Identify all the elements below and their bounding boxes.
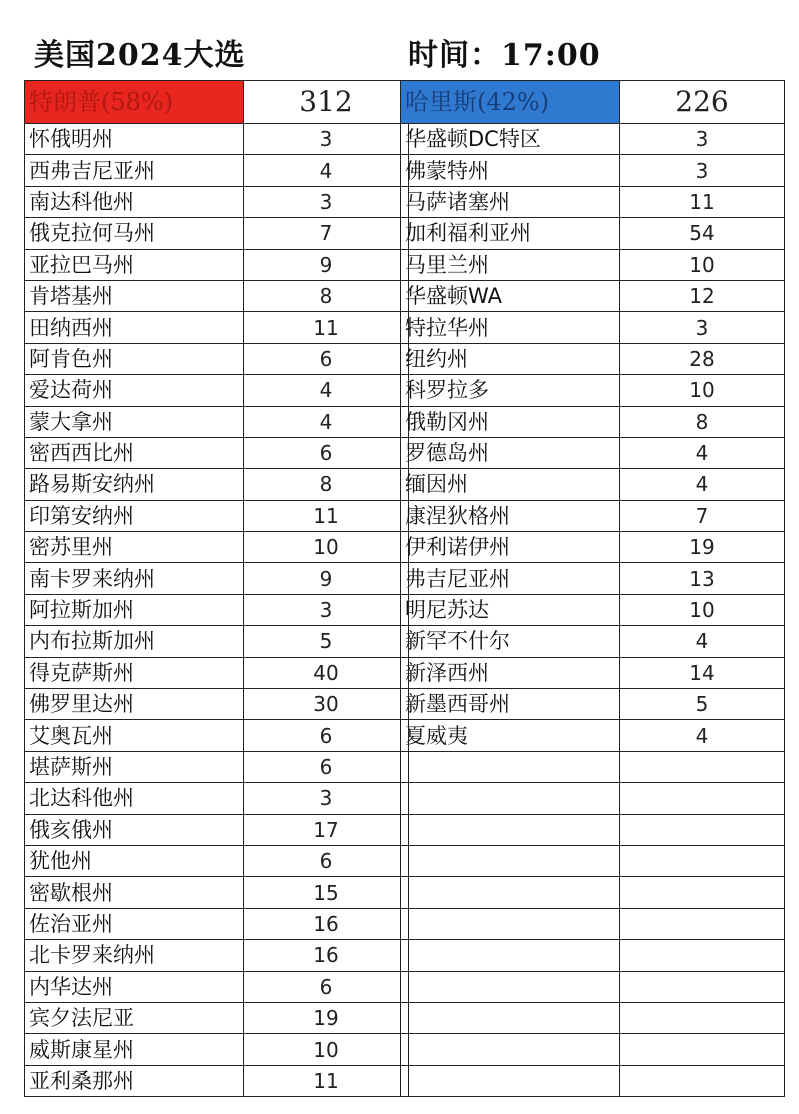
electoral-votes: 13 [620, 563, 785, 594]
table-row [25, 626, 409, 657]
table-row [401, 1034, 785, 1065]
state-name: 亚利桑那州 [25, 1065, 244, 1096]
state-name: 内华达州 [25, 971, 244, 1002]
table-row [25, 940, 409, 971]
state-name: 爱达荷州 [25, 375, 244, 406]
state-name: 科罗拉多 [401, 375, 620, 406]
electoral-votes: 4 [620, 437, 785, 468]
table-row [401, 908, 785, 939]
trump-label: 特朗普(58%) [25, 81, 244, 124]
state-name: 北卡罗来纳州 [25, 940, 244, 971]
table-row [25, 751, 409, 782]
electoral-votes: 10 [244, 532, 409, 563]
electoral-votes: 15 [244, 877, 409, 908]
harris-total: 226 [620, 81, 785, 124]
electoral-votes: 10 [244, 1034, 409, 1065]
table-row [401, 751, 785, 782]
table-row [401, 375, 785, 406]
state-name: 北达科他州 [25, 783, 244, 814]
electoral-votes: 3 [244, 124, 409, 155]
electoral-votes: 10 [620, 249, 785, 280]
electoral-votes: 11 [244, 500, 409, 531]
table-row [401, 249, 785, 280]
table-row [25, 186, 409, 217]
table-row [401, 720, 785, 751]
electoral-votes: 16 [244, 940, 409, 971]
state-name: 佛蒙特州 [401, 155, 620, 186]
state-name: 怀俄明州 [25, 124, 244, 155]
state-name: 华盛顿DC特区 [401, 124, 620, 155]
state-name [401, 908, 620, 939]
table-row [25, 406, 409, 437]
table-row [25, 312, 409, 343]
electoral-votes: 3 [244, 594, 409, 625]
electoral-votes: 3 [620, 155, 785, 186]
harris-header-row [401, 81, 785, 124]
state-name: 犹他州 [25, 845, 244, 876]
state-name: 南达科他州 [25, 186, 244, 217]
state-name: 阿拉斯加州 [25, 594, 244, 625]
table-row [401, 437, 785, 468]
table-row [25, 437, 409, 468]
electoral-votes: 6 [244, 845, 409, 876]
electoral-votes: 8 [620, 406, 785, 437]
table-row [25, 469, 409, 500]
table-row [401, 845, 785, 876]
table-row [25, 563, 409, 594]
electoral-votes: 10 [620, 375, 785, 406]
table-row [401, 186, 785, 217]
table-row [401, 689, 785, 720]
harris-label: 哈里斯(42%) [401, 81, 620, 124]
state-name: 罗德岛州 [401, 437, 620, 468]
state-name: 康涅狄格州 [401, 500, 620, 531]
state-name: 南卡罗来纳州 [25, 563, 244, 594]
state-name [401, 1034, 620, 1065]
table-row [25, 124, 409, 155]
state-name: 艾奥瓦州 [25, 720, 244, 751]
state-name: 加利福利亚州 [401, 218, 620, 249]
state-name: 密歇根州 [25, 877, 244, 908]
electoral-votes: 5 [620, 689, 785, 720]
electoral-votes: 3 [620, 312, 785, 343]
state-name: 俄克拉何马州 [25, 218, 244, 249]
table-row [25, 280, 409, 311]
state-name: 俄勒冈州 [401, 406, 620, 437]
table-row [25, 1065, 409, 1096]
table-row [25, 249, 409, 280]
electoral-votes: 4 [244, 155, 409, 186]
table-row [401, 877, 785, 908]
trump-header-row [25, 81, 409, 124]
state-name: 夏威夷 [401, 720, 620, 751]
electoral-votes: 3 [244, 186, 409, 217]
electoral-votes: 40 [244, 657, 409, 688]
table-row [401, 469, 785, 500]
table-row [401, 814, 785, 845]
electoral-votes [620, 845, 785, 876]
table-row [25, 720, 409, 751]
electoral-votes: 28 [620, 343, 785, 374]
table-row [401, 940, 785, 971]
state-name [401, 814, 620, 845]
table-row [25, 1002, 409, 1033]
state-name [401, 845, 620, 876]
state-name: 宾夕法尼亚 [25, 1002, 244, 1033]
electoral-votes: 6 [244, 437, 409, 468]
state-name: 阿肯色州 [25, 343, 244, 374]
state-name: 纽约州 [401, 343, 620, 374]
electoral-votes: 8 [244, 280, 409, 311]
electoral-votes: 6 [244, 751, 409, 782]
state-name: 威斯康星州 [25, 1034, 244, 1065]
state-name [401, 971, 620, 1002]
state-name: 亚拉巴马州 [25, 249, 244, 280]
table-row [25, 532, 409, 563]
table-row [25, 375, 409, 406]
electoral-votes [620, 814, 785, 845]
state-name: 西弗吉尼亚州 [25, 155, 244, 186]
state-name: 缅因州 [401, 469, 620, 500]
table-row [25, 657, 409, 688]
state-name: 田纳西州 [25, 312, 244, 343]
state-name: 明尼苏达 [401, 594, 620, 625]
electoral-votes: 6 [244, 720, 409, 751]
state-name: 华盛顿WA [401, 280, 620, 311]
table-row [25, 908, 409, 939]
time-label: 时间：17:00 [408, 38, 601, 73]
table-row [401, 280, 785, 311]
electoral-votes: 10 [620, 594, 785, 625]
table-row [401, 155, 785, 186]
state-name: 弗吉尼亚州 [401, 563, 620, 594]
electoral-votes [620, 1034, 785, 1065]
table-row [401, 657, 785, 688]
electoral-votes: 4 [620, 469, 785, 500]
table-row [25, 500, 409, 531]
electoral-votes: 7 [244, 218, 409, 249]
electoral-votes [620, 940, 785, 971]
electoral-votes: 3 [244, 783, 409, 814]
electoral-votes: 6 [244, 971, 409, 1002]
state-name [401, 1065, 620, 1096]
table-row [25, 218, 409, 249]
state-name: 佐治亚州 [25, 908, 244, 939]
electoral-votes [620, 783, 785, 814]
electoral-votes: 7 [620, 500, 785, 531]
state-name [401, 940, 620, 971]
table-row [401, 406, 785, 437]
state-name: 密苏里州 [25, 532, 244, 563]
electoral-votes [620, 1002, 785, 1033]
table-row [25, 971, 409, 1002]
harris-table [400, 80, 785, 1097]
table-row [401, 594, 785, 625]
state-name: 马里兰州 [401, 249, 620, 280]
state-name: 蒙大拿州 [25, 406, 244, 437]
table-row [25, 155, 409, 186]
table-row [401, 626, 785, 657]
table-row [401, 563, 785, 594]
state-name: 伊利诺伊州 [401, 532, 620, 563]
table-row [401, 1002, 785, 1033]
table-row [25, 1034, 409, 1065]
table-row [25, 877, 409, 908]
electoral-votes: 4 [244, 375, 409, 406]
state-name: 印第安纳州 [25, 500, 244, 531]
electoral-votes [620, 751, 785, 782]
electoral-votes: 8 [244, 469, 409, 500]
table-row [25, 689, 409, 720]
table-row [25, 783, 409, 814]
electoral-votes [620, 877, 785, 908]
electoral-votes: 14 [620, 657, 785, 688]
state-name [401, 877, 620, 908]
electoral-votes: 9 [244, 249, 409, 280]
table-row [25, 343, 409, 374]
table-row [401, 218, 785, 249]
electoral-votes: 6 [244, 343, 409, 374]
state-name: 新墨西哥州 [401, 689, 620, 720]
electoral-votes: 17 [244, 814, 409, 845]
electoral-votes: 4 [620, 720, 785, 751]
electoral-votes [620, 971, 785, 1002]
table-row [401, 312, 785, 343]
state-name: 得克萨斯州 [25, 657, 244, 688]
table-row [401, 971, 785, 1002]
electoral-votes: 11 [244, 312, 409, 343]
electoral-votes [620, 1065, 785, 1096]
electoral-votes: 11 [244, 1065, 409, 1096]
state-name: 佛罗里达州 [25, 689, 244, 720]
state-name [401, 783, 620, 814]
table-row [401, 783, 785, 814]
state-name: 新罕不什尔 [401, 626, 620, 657]
state-name: 特拉华州 [401, 312, 620, 343]
table-row [401, 1065, 785, 1096]
table-row [401, 124, 785, 155]
electoral-votes: 3 [620, 124, 785, 155]
state-name: 路易斯安纳州 [25, 469, 244, 500]
electoral-votes: 19 [244, 1002, 409, 1033]
electoral-votes: 4 [244, 406, 409, 437]
state-name: 肯塔基州 [25, 280, 244, 311]
page-title: 美国2024大选 [34, 38, 246, 73]
state-name: 堪萨斯州 [25, 751, 244, 782]
trump-total: 312 [244, 81, 409, 124]
electoral-votes: 9 [244, 563, 409, 594]
electoral-votes [620, 908, 785, 939]
trump-table [24, 80, 409, 1097]
state-name: 新泽西州 [401, 657, 620, 688]
state-name [401, 1002, 620, 1033]
electoral-votes: 11 [620, 186, 785, 217]
electoral-votes: 19 [620, 532, 785, 563]
state-name [401, 751, 620, 782]
state-name: 内布拉斯加州 [25, 626, 244, 657]
electoral-votes: 16 [244, 908, 409, 939]
state-name: 俄亥俄州 [25, 814, 244, 845]
state-name: 密西西比州 [25, 437, 244, 468]
electoral-votes: 4 [620, 626, 785, 657]
table-row [25, 814, 409, 845]
table-row [25, 594, 409, 625]
table-row [401, 500, 785, 531]
electoral-votes: 12 [620, 280, 785, 311]
table-row [401, 343, 785, 374]
table-row [25, 845, 409, 876]
electoral-votes: 30 [244, 689, 409, 720]
state-name: 马萨诸塞州 [401, 186, 620, 217]
electoral-votes: 5 [244, 626, 409, 657]
table-row [401, 532, 785, 563]
electoral-votes: 54 [620, 218, 785, 249]
